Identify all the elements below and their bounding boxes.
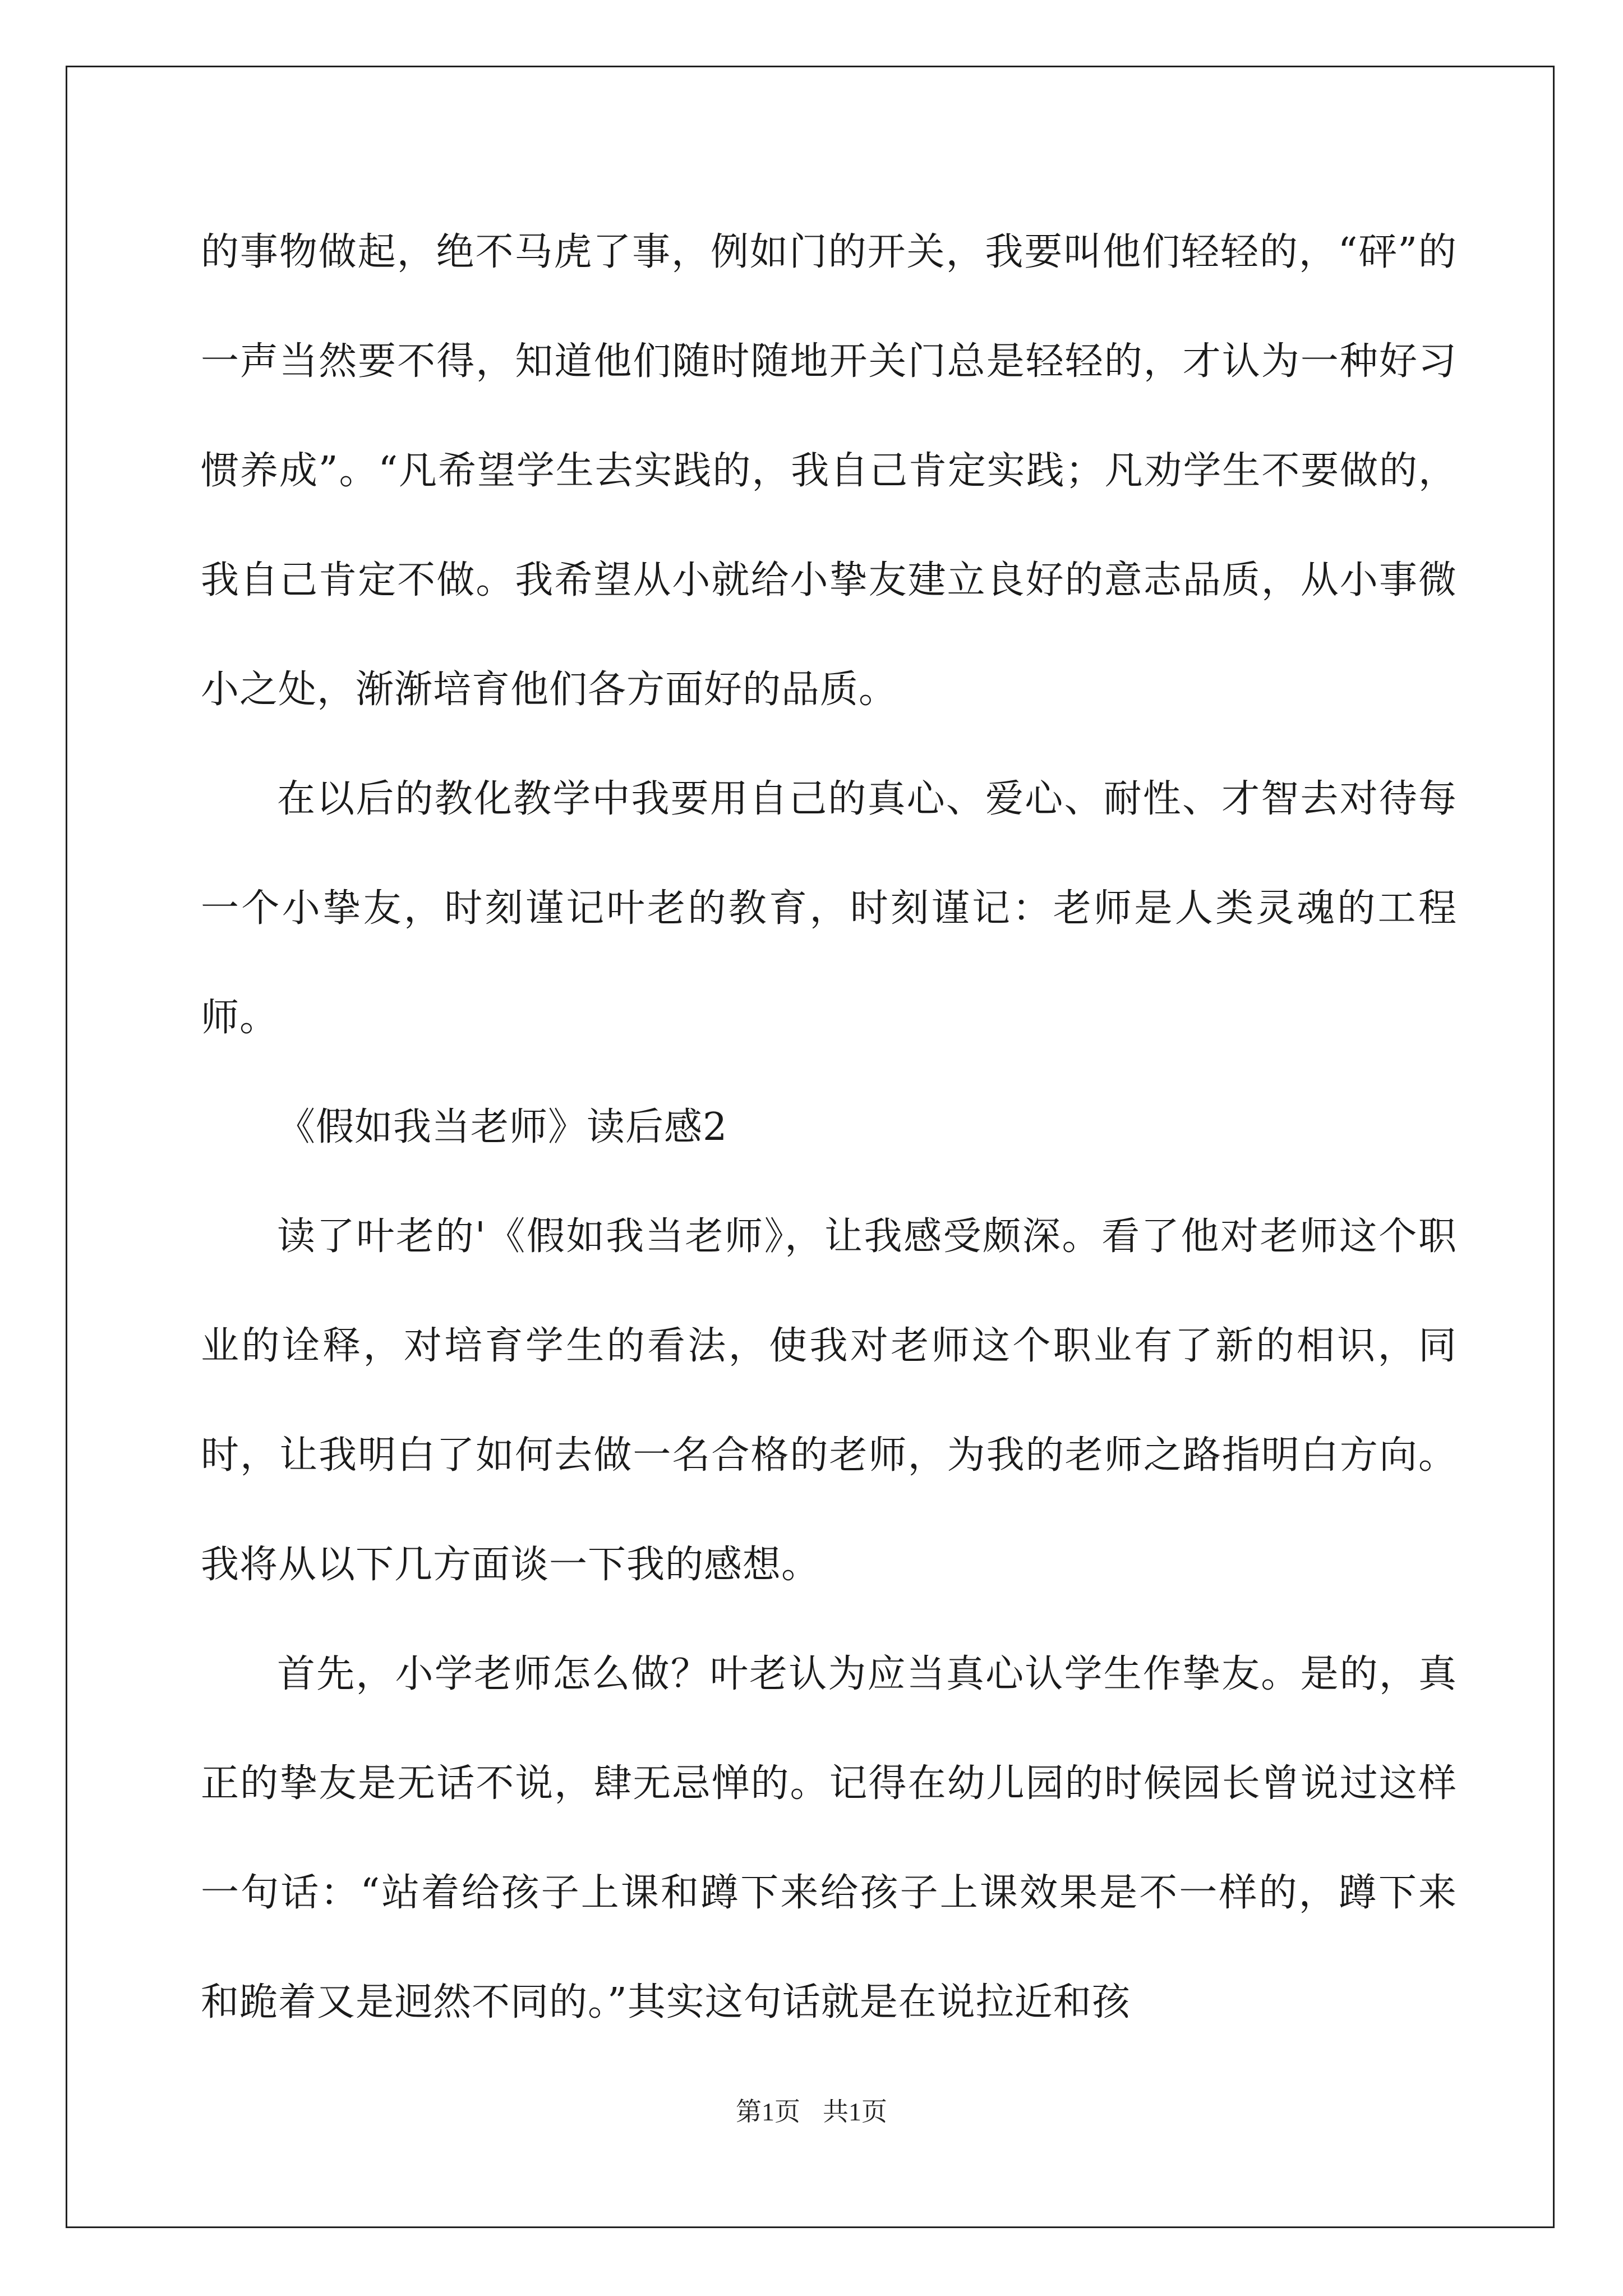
section-heading: 《假如我当老师》读后感2 (277, 1105, 728, 1149)
document-body (201, 197, 1457, 2057)
page-number: 第1页 (736, 2097, 800, 2126)
paragraph: 在以后的教化教学中我要用自己的真心、爱心、耐性、才智去对待每一个小挚友，时刻谨记叶老的教育，时刻谨记：老师是人类灵魂的工程师。 (201, 777, 1457, 1040)
page-footer (0, 2095, 1623, 2129)
paragraph: 首先，小学老师怎么做？叶老认为应当真心认学生作挚友。是的，真正的挚友是无话不说，肆无忌惮的。记得在幼儿园的时候园长曾说过这样一句话：“站着给孩子上课和蹲下来给孩子上课效果是不一样的，蹲下来和跪着又是迥然不同的。”其实这句话就是在说拉近和孩 (201, 1652, 1457, 2024)
page-total: 共1页 (823, 2097, 887, 2126)
paragraph: 读了叶老的'《假如我当老师》，让我感受颇深。看了他对老师这个职业的诠释，对培育学生的看法，使我对老师这个职业有了新的相识，同时，让我明白了如何去做一名合格的老师，为我的老师之路指明白方向。我将从以下几方面谈一下我的感想。 (201, 1214, 1457, 1587)
paragraph-continuation: 的事物做起，绝不马虎了事，例如门的开关，我要叫他们轻轻的，“砰”的一声当然要不得，知道他们随时随地开关门总是轻轻的，才认为一种好习惯养成”。“凡希望学生去实践的，我自己肯定实践；凡劝学生不要做的，我自己肯定不做。我希望从小就给小挚友建立良好的意志品质，从小事微小之处，渐渐培育他们各方面好的品质。 (201, 230, 1457, 712)
